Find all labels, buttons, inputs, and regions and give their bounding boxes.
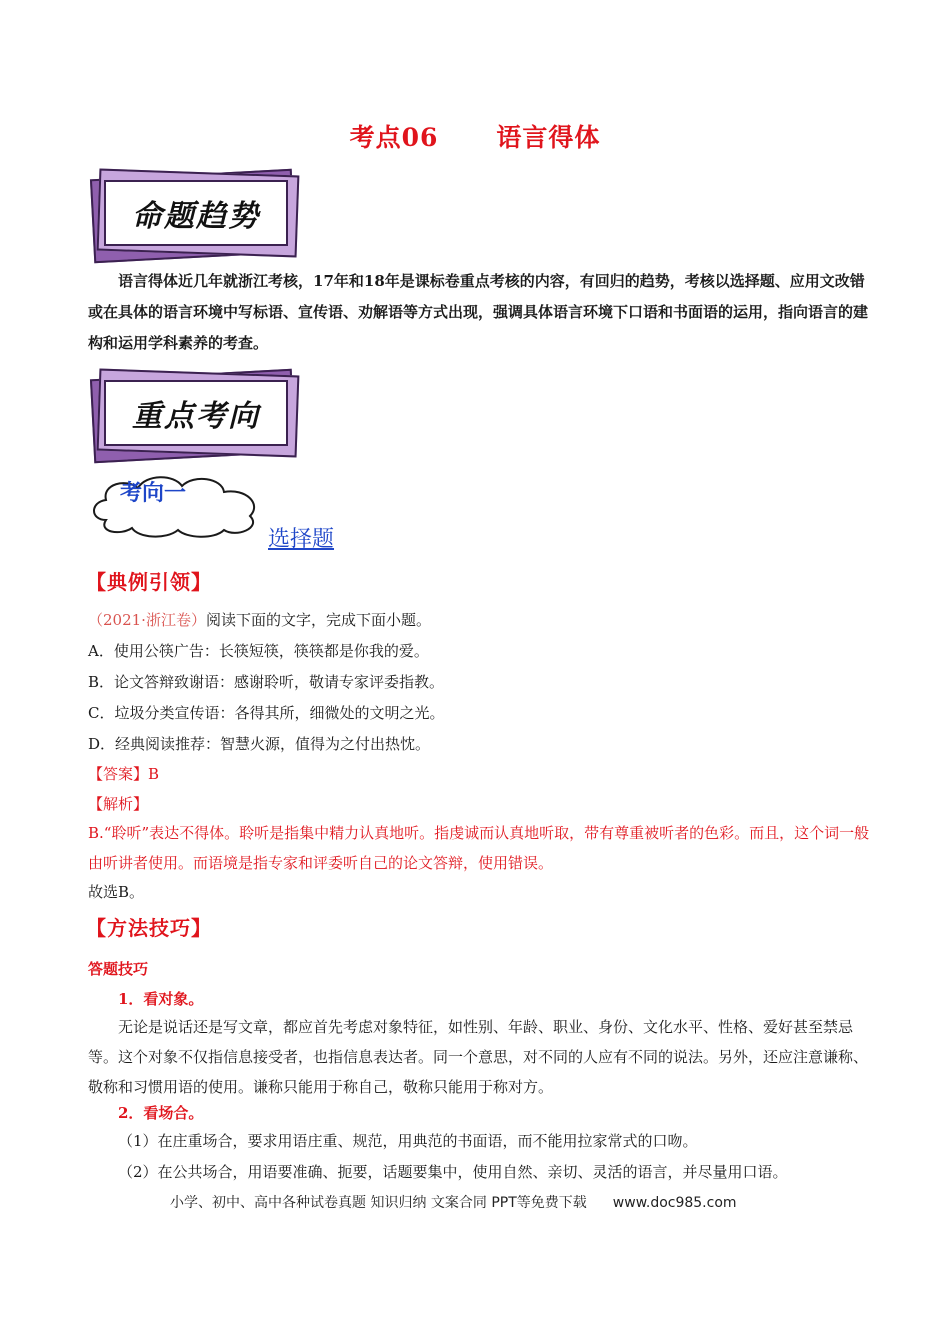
direction-title-link[interactable]: 选择题 [268,527,335,552]
conclusion: 故选B。 [88,883,145,901]
page-title [0,118,950,154]
title-topic-number: 考点06 [349,123,439,152]
option-d: D．经典阅读推荐：智慧火源，值得为之付出热忱。 [88,735,431,753]
footer-text: 小学、初中、高中各种试卷真题 知识归纳 文案合同 PPT等免费下载 [170,1195,587,1211]
trend-paragraph: 语言得体近几年就浙江考核，17年和18年是课标卷重点考核的内容，有回归的趋势，考核以选择题、应用文改错或在具体的语言环境中写标语、宣传语、劝解语等方式出现，强调具体语言环境下口语和书面语的运用，指向语言的建构和运用学科素养的考查。 [88,272,869,352]
answer-line [88,763,159,785]
option-b: B．论文答辩致谢语：感谢聆听，敬请专家评委指教。 [88,673,445,691]
point1-text: 无论是说话还是写文章，都应首先考虑对象特征，如性别、年龄、职业、身份、文化水平、性格、爱好甚至禁忌等。这个对象不仅指信息接受者，也指信息表达者。同一个意思，对不同的人应有不同的说法。另外，还应注意谦称、敬称和习惯用语的使用。谦称只能用于称自己，敬称只能用于称对方。 [88,1018,869,1096]
focus-banner-label: 重点考向 [132,399,260,434]
answer-label: 【答案】 [88,765,149,783]
answer-value: B [148,765,160,783]
analysis-text: B.“聆听”表达不得体。聆听是指集中精力认真地听。指虔诚而认真地听取，带有尊重被听者的色彩。而且，这个词一般由听讲者使用。而语境是指专家和评委听自己的论文答辩，使用错误。 [88,824,870,872]
analysis-label: 【解析】 [88,795,149,813]
focus-banner [86,366,306,462]
title-topic-name: 语言得体 [496,123,601,152]
point2-item-2: （2）在公共场合，用语要准确、扼要，话题要集中，使用自然、亲切、灵活的语言，并尽量用口语。 [118,1163,788,1181]
example-prompt-line [88,609,431,631]
point2-title: 2．看场合。 [118,1104,204,1122]
direction-label: 考向一 [120,480,187,506]
page-footer [170,1192,737,1212]
trend-banner-label: 命题趋势 [132,199,260,234]
option-c: C．垃圾分类宣传语：各得其所，细微处的文明之光。 [88,704,445,722]
footer-site-link[interactable]: www.doc985.com [612,1195,737,1211]
example-prompt: 阅读下面的文字，完成下面小题。 [205,611,431,629]
trend-banner [86,166,306,262]
method-heading: 【方法技巧】 [86,916,212,940]
example-heading: 【典例引领】 [86,570,212,594]
point2-item-1: （1）在庄重场合，要求用语庄重、规范，用典范的书面语，而不能用拉家常式的口吻。 [118,1132,698,1150]
option-a: A．使用公筷广告：长筷短筷，筷筷都是你我的爱。 [88,642,429,660]
point1-title: 1．看对象。 [118,990,204,1008]
example-source: （2021·浙江卷） [88,611,206,629]
method-subheading: 答题技巧 [88,960,149,978]
